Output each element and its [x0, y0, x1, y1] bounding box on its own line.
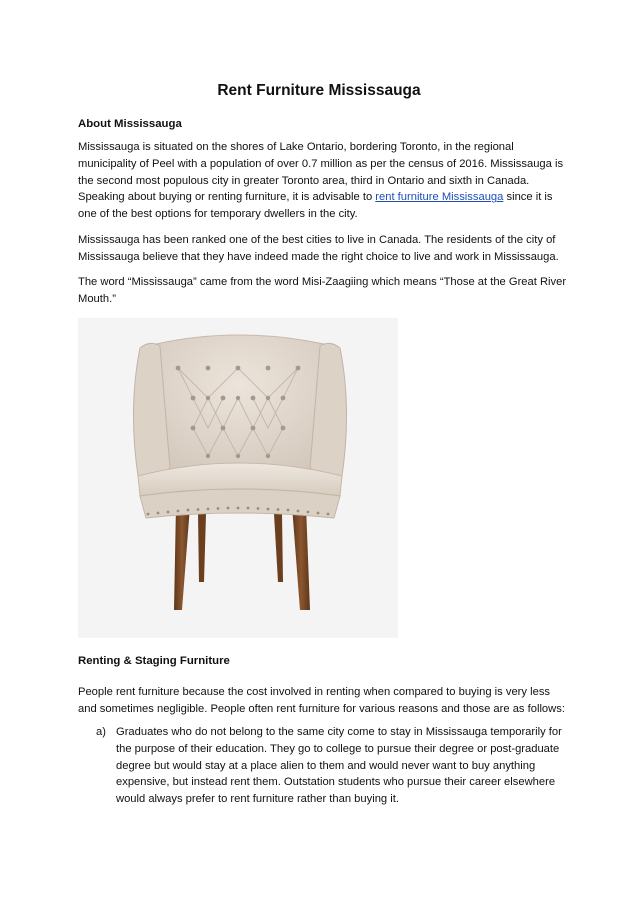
section-heading-about: About Mississauga	[78, 118, 182, 130]
tufted-armchair-photo	[78, 318, 398, 638]
paragraph-text: since it is one of the best options for temporary dwellers in the city.	[78, 191, 553, 221]
paragraph-renting-1: People rent furniture because the cost involved in renting when compared to buying is very less and sometimes negligible. People often rent furniture for various reasons and those are as follows:	[78, 686, 565, 715]
list-item-text: Graduates who do not belong to the same city come to stay in Mississauga temporarily for the purpose of their education. They go to college to pursue their degree or post-graduate degree but would stay at a place alien to them and would never want to buy anything expensive, but instead rent them. Outstation students who pursue their career elsewhere would always prefer to rent furniture rather than buying it.	[116, 726, 562, 806]
list-marker: a)	[96, 726, 106, 738]
armchair-illustration	[78, 318, 398, 638]
paragraph-text: Mississauga is situated on the shores of Lake Ontario, bordering Toronto, in the regional municipality of Peel with a population of over 0.7 million as per the census of 2016. Mississauga is the second most populous city in greater Toronto area, third in Ontario and sixth in Canada. Speaking about buying or renting furniture, it is advisable to	[78, 141, 564, 204]
document-title: Rent Furniture Mississauga	[217, 82, 421, 99]
paragraph-about-1	[78, 139, 568, 223]
section-heading-renting: Renting & Staging Furniture	[78, 655, 230, 667]
paragraph-about-2: Mississauga has been ranked one of the best cities to live in Canada. The residents of the city of Mississauga believe that they have indeed made the right choice to live and work in Mississauga.	[78, 234, 559, 263]
list-item	[96, 724, 566, 808]
reasons-list	[96, 724, 566, 808]
paragraph-about-3: The word “Mississauga” came from the word Misi-Zaagiing which means “Those at the Great River Mouth.”	[78, 276, 567, 305]
rent-furniture-link[interactable]: rent furniture Mississauga	[375, 191, 504, 204]
